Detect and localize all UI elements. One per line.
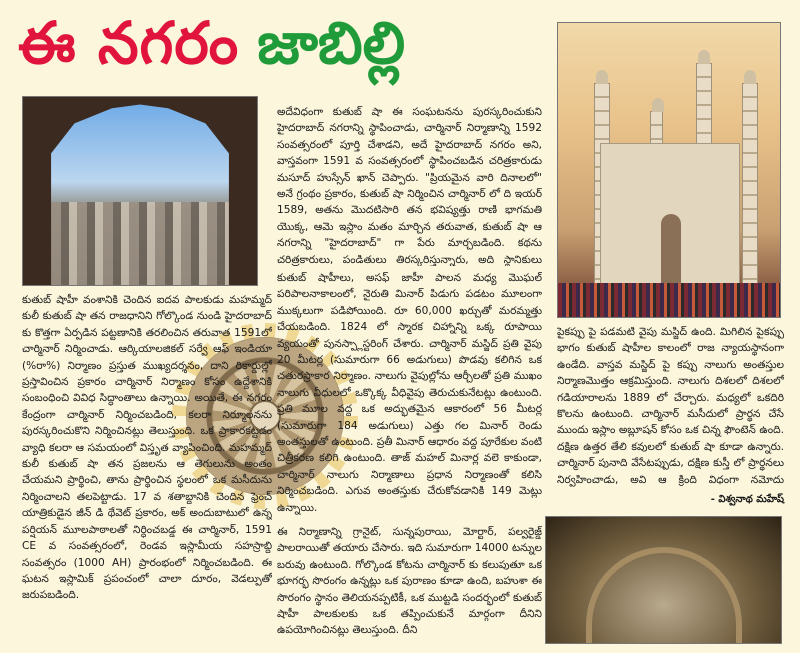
article-mid-paragraph-1: అదేవిధంగా కుతుబ్ షా ఈ సంఘటనను పురస్కరించుకుని హైదరాబాద్ నగరాన్ని స్థాపించాడు, చార్మినార్ నిర్మాణాన్ని 1592 సంవత్సరంలో పూర్తి చేశాడని, అదే హైదరాబాద్ నగరం అని, వాస్తవంగా 1591 వ సంవత్సరంలో స్థాపించబడిన చరిత్రకారుడు మసూద్ హుస్సేన్ ఖాన్ చెప్పారు. "ప్రియమైన వారి దినాలలో" అనే గ్రంథం ప్రకారం, కుతుబ్ షా నిర్మించిన చార్మినార్ లో ది ఇయర్ 1589, అతను మొదటిసారి తన భవిష్యత్తు రాణి భాగమతి యొక్క, ఆమె ఇస్లాం మతం మార్చిన తరువాత, కుతుబ్ షా ఆ నగరాన్ని "హైదరాబాద్" గా పేరు మార్చబడింది. కథను చరిత్రకారులు, పండితులు తిరస్కరిస్తున్నారు, అది స్థానికులు bbox=[277, 106, 542, 266]
interior-arch bbox=[586, 547, 742, 644]
article-left-column: కుతుబ్ షాహీ వంశానికి చెందిన ఐదవ పాలకుడు మహమ్మద్ కులీ కుతుబ్ షా తన రాజధానిని గోల్కొండ నుండి హైదరాబాద్ కు కొత్తగా ఏర్పడిన పట్టణానికి తరలించిన తరువాత 1591లో చార్మినార్ నిర్మించాడు. ఆర్కియాలజికల్ సర్వే ఆఫ్ ఇండియా (%రా%) నిర్మాణం ప్రస్తుత ముఖ్యదర్శనం, దాని రికార్డుల్లో ప్రస్తావించిన ప్రకారం చార్మినార్ నిర్మాణం కోసం ఉద్దేశానికి సంబంధించి వివిధ సిద్ధాంతాలు ఉన్నాయి. అయితే, ఈ నగరం కేంద్రంగా చార్మినార్ నిర్మించబడింది, కలరా నిర్మూలనను పురస్కరించుకొని నిర్మించినట్లు తెలుస్తుంది. ఒక ప్రాకారకట్టడం వ్యాధి కలరా ఆ సమయంలో విస్తృత వ్యాపించింది. మహమ్మద్ కులీ కుతుబ్ షా తన ప్రజలను ఆ తెగులును అంతం చేయమని ప్రార్థించి, తాను ప్రార్థించిన స్థలంలో ఒక మసీదును నిర్మించాలని తలపెట్టాడు. 17 వ శతాబ్దానికి చెందిన ఫ్రెంచ్ యాత్రికుడైన జీన్ డి థేవెట్ ప్రకారం, అక్ అందుబాటులో ఉన్న పర్షియన్ మూలపాఠాలతో నిర్ధించబడ్డ ఈ చార్మినార్, 1591 CE వ సంవత్సరంలో, రెండవ ఇస్లామీయ సహస్రాబ్ది సంవత్సరం (1000 AH) ప్రారంభంలో నిర్మించబడింది. ఈ ఘటన ఇస్లామిక్ ప్రపంచంలో చాలా దూరం, వెడల్పుతో జరుపబడింది. bbox=[22, 294, 272, 602]
headline-part-green: జాబిల్లి bbox=[257, 8, 406, 77]
headline bbox=[18, 8, 538, 92]
minaret-right bbox=[742, 83, 758, 297]
city-view bbox=[51, 202, 229, 285]
article-mid-paragraph-2: కుతుబ్ షాహీలు, అసఫ్ జాహీ పాలన మధ్య మొఘల్ పరిపాలనాకాలంలో, నైరుతి మినార్ పిడుగు పడటం మూలంగా ముక్కలుగా పడిపోయింది. రూ 60,000 ఖర్చుతో మరమ్మత్తు చేయబడింది. 1824 లో స్మారక చిహ్నాన్ని ఒక్క రూపాయి వ్యయంతో పునస్ప్లాస్టరింగ్ చేశారు. చార్మినార్ మస్జిద్ ప్రతి వైపు 20 మీటర్ల (సుమారుగా 66 అడుగులు) పొడవు కలిగిన ఒక చతురస్రాకార నిర్మాణం. నాలుగు వైపుల్లోను ఆర్చీలతో ప్రతి ముఖం నాలుగు వీధులలో ఒక్కొక్క వీధివైపు తెరుచుకునేటట్లు ఉంటుంది. ప్రతి మూల వద్ద ఒక అద్భుతమైన ఆకారంలో 56 మీటర్ల (సుమారుగా 184 అడుగులు) ఎత్తు గల మినార్ రెండు అంతస్తులతో ఉంటుంది. ప్రతీ మినార్ ఆధారం వద్ద పూరేకుల వంటి చిత్రీకరణ కలిగి ఉంటుంది. తాజ్ మహల్ మినార్ల వలె కాకుండా, చార్మినార్ నాలుగు నిర్మాణాలు ప్రధాన నిర్మాణంతో కలిసి నిర్మించబడింది. ఎగువ అంతస్తుకు చేరుకోవడానికి 149 మెట్లు ఉన్నాయి. bbox=[277, 272, 542, 514]
charminar-arch bbox=[661, 214, 681, 292]
article-right-column: పైకప్పు పై పడమటి వైపు మస్జిద్ ఉంది. మిగిలిన పైకప్పు భాగం కుతుబ్ షాహీల కాలంలో రాజ న్యాయస్థానంగా ఉండేది. వాస్తవ మస్జిద్ పై కప్పు నాలుగు అంతస్తుల నిర్మాణమొత్తం ఆక్రమిస్తుంది. నాలుగు దిశలలో దిశలలో గడియారాలను 1889 లో చేర్చారు. మధ్యలో ఒకదిరి కొలను ఉంటుంది. చార్మినార్ మసీదులో ప్రార్థన చేసే ముందు ఇస్లాం అబ్లూషన్ కోసం ఒక చిన్న ఫౌంటెన్ ఉంది. దక్షిణ ఉత్తర తేలి కవులలో కుతుబ్ షా కూడా ఉన్నారు. చార్మినార్ పునాది వేసేటప్పుడు, దక్షిణ కుస్తీ లో ప్రార్థనలు నిర్వహించాడు, అవి ఆ క్రింది విధంగా నమోదు bbox=[557, 326, 784, 486]
article-mid-paragraph-3: ఈ నిర్మాణాన్ని గ్రానైట్, సున్నపురాయి, మోర్టార్, పల్వరైజ్డ్ పాలరాయితో తయారు చేసారు. ఇది సుమారుగా 14000 టన్నుల బరువు ఉంటుంది. గోల్కొండ కోటను చార్మినార్ కు కలుపుతూ ఒక భూగర్భ సొరంగం ఉన్నట్లు ఒక పురాణం కూడా ఉంది, బహుశా ఈ సొరంగం స్థానం తెలియనప్పటికీ, ఒక ముట్టడి సందర్భంలో కుతుబ్ షాహీ పాలకులకు ఒక తప్పించుకునే మార్గంగా దీనిని ఉపయోగించినట్లు తెలుస్తుంది. దీని bbox=[277, 526, 542, 637]
photo-charminar bbox=[557, 22, 781, 318]
byline: - విశ్వనాథ మహేష్ bbox=[710, 494, 784, 505]
headline-part-red: ఈ నగరం bbox=[18, 8, 240, 77]
charminar-body bbox=[600, 143, 740, 293]
photo-charminar-interior bbox=[545, 516, 782, 644]
photo-city-through-arch bbox=[22, 96, 258, 286]
crowd bbox=[558, 283, 780, 317]
